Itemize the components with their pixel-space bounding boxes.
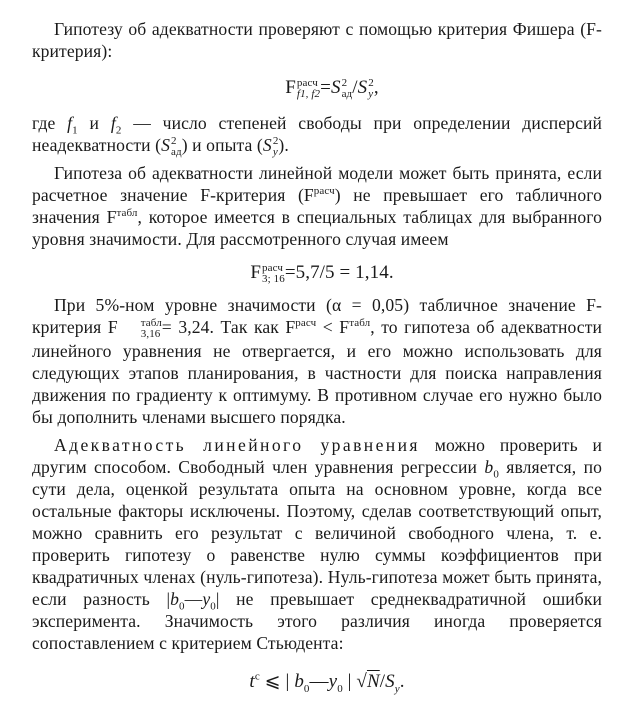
paragraph-fisher-intro: Гипотезу об адекватности проверяют с помощью критерия Фишера (F-критерия):	[32, 19, 602, 61]
formula-fisher-value: F расч 3; 16 =5,7/5 = 1,14.	[250, 261, 394, 285]
paragraph-degrees-of-freedom: где $f_1$ и $f_2$ — число степеней свободы при определении дисперсий неадекватности (S 2 ад ) и опыта (S 2 y ).	[32, 113, 603, 158]
paragraph-hypothesis-acceptance: Гипотеза об адекватности линейной модели может быть принята, если расчетное значение F-критерия $(F^{расч})$ не превышает его табличного значения $F^{табл}$, которое имеется в специальных таблицах для выбранного уровня значимости. Для рассмотренного случая имеем	[32, 162, 603, 249]
formula-student-criterion: $t^c$ ⩽ | $b_0—y_0$ | $√N/S_y$.	[249, 670, 405, 695]
formula-fisher-ratio: F расч f1, f2 =S 2 ад /S 2 y ,	[285, 76, 379, 100]
paragraph-significance-level: При 5%-ном уровне значимости (α = 0,05) табличное значение F-критерия F табл 3,16 = 3,24. Так как $F^{расч} < F^{табл}$, то гипотеза об адекватности линейного уравнения не отвергается, и его можно использовать для следующих этапов планирования, в частности для поиска направления движения по градиенту к оптимуму. В противном случае его нужно было бы дополнить членами высшего порядка.	[32, 294, 603, 427]
paragraph-linear-adequacy: Адекватность линейного уравнения можно проверить и другим способом. Свободный член уравнения регрессии $b_0$ является, по сути дела, оценкой результата опыта на основном уровне, когда все остальные факторы исключены. Поэтому, сделав соответствующий опыт, можно сравнить его результат с величиной свободного члена, т. е. проверить гипотезу о равенстве нулю суммы коэффициентов при квадратичных членах (нуль-гипотеза). Нуль-гипотеза может быть принята, если разность $|b_0—y_0|$ не превышает среднеквадратичной ошибки эксперимента. Значимость этого различия иногда проверяется сопоставлением с критерием Стьюдента:	[32, 434, 602, 653]
